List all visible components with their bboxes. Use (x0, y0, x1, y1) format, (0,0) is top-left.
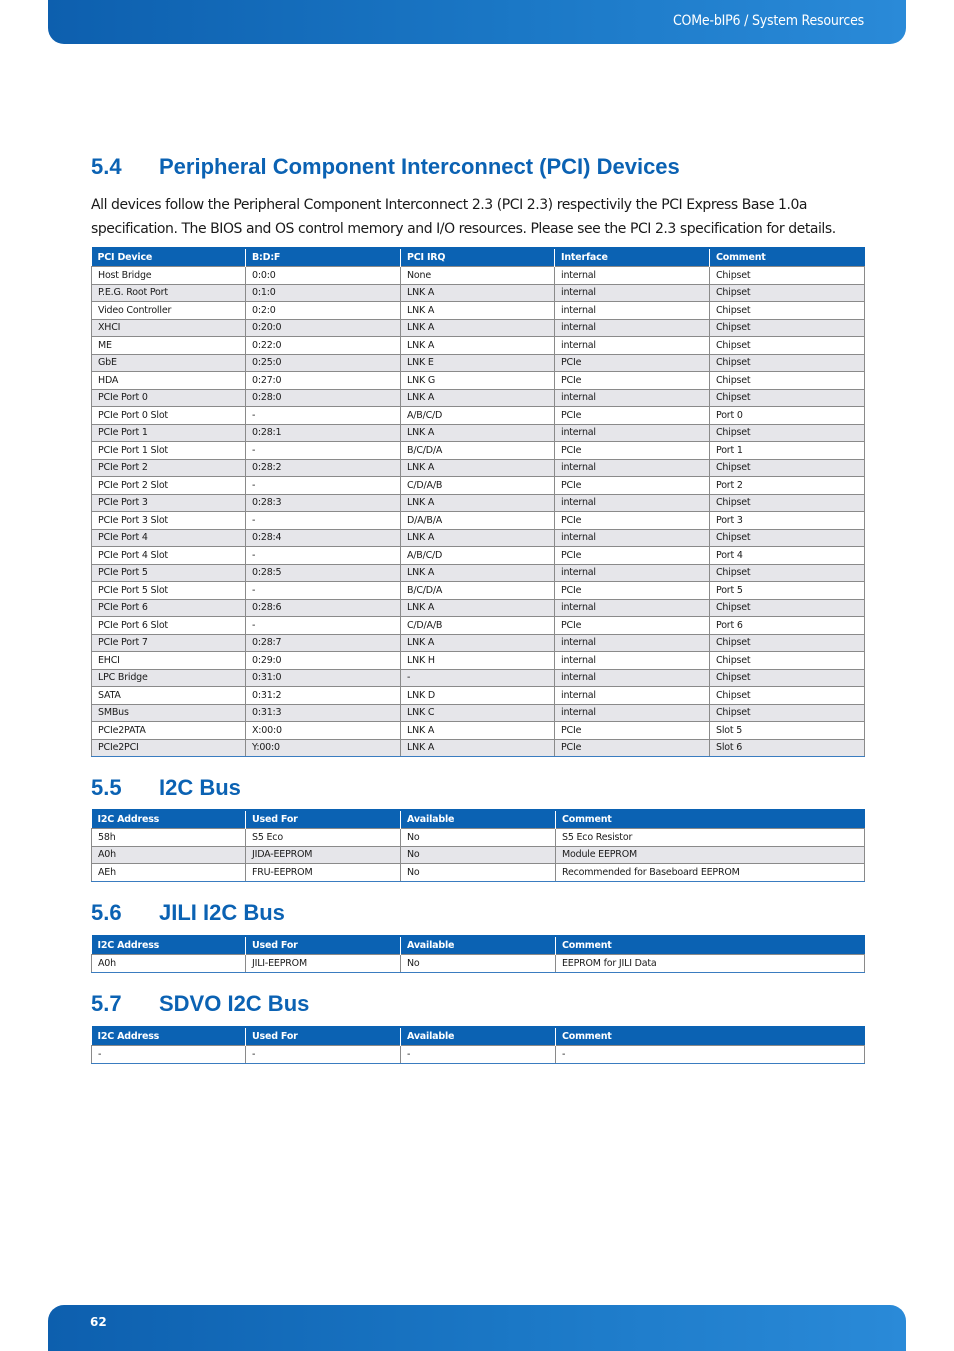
table-cell: PCIe2PCI (92, 739, 246, 757)
table-cell: - (401, 1046, 556, 1064)
table-cell: PCIe (555, 617, 710, 635)
table-cell: internal (555, 494, 710, 512)
table-cell: PCIe Port 1 Slot (92, 442, 246, 460)
table-cell: PCIe (555, 442, 710, 460)
table-row (92, 669, 865, 687)
table-cell: Chipset (710, 704, 865, 722)
table-cell: 0:25:0 (246, 354, 401, 372)
table-row (92, 652, 865, 670)
table-cell: LNK A (401, 599, 555, 617)
table-cell: LNK A (401, 284, 555, 302)
table-cell: 0:31:2 (246, 687, 401, 705)
table-cell: XHCI (92, 319, 246, 337)
table-cell: internal (555, 424, 710, 442)
table-cell: PCIe Port 5 (92, 564, 246, 582)
table-row (92, 477, 865, 495)
table-cell: Chipset (710, 389, 865, 407)
table-cell: Chipset (710, 459, 865, 477)
column-header: I2C Address (92, 1027, 246, 1046)
table-cell: - (246, 442, 401, 460)
table-cell: PCIe (555, 722, 710, 740)
table-cell: Chipset (710, 354, 865, 372)
section-heading-i2c (91, 775, 241, 801)
table-cell: PCIe (555, 477, 710, 495)
i2c-bus-table (91, 809, 865, 882)
table-cell: A/B/C/D (401, 547, 555, 565)
table-cell: Chipset (710, 599, 865, 617)
table-cell: internal (555, 652, 710, 670)
table-cell: PCIe (555, 739, 710, 757)
table-cell: PCIe (555, 512, 710, 530)
table-row (92, 372, 865, 390)
table-cell: Chipset (710, 564, 865, 582)
table-cell: 0:28:7 (246, 634, 401, 652)
table-row (92, 494, 865, 512)
table-row (92, 302, 865, 320)
table-cell: internal (555, 337, 710, 355)
table-cell: internal (555, 564, 710, 582)
table-row (92, 512, 865, 530)
section-number: 5.6 (91, 900, 122, 925)
section-title: SDVO I2C Bus (159, 991, 310, 1016)
table-cell: 0:20:0 (246, 319, 401, 337)
table-cell: X:00:0 (246, 722, 401, 740)
table-row (92, 389, 865, 407)
table-cell: P.E.G. Root Port (92, 284, 246, 302)
table-cell: - (246, 512, 401, 530)
table-cell: 0:2:0 (246, 302, 401, 320)
column-header: Available (401, 1027, 556, 1046)
table-row (92, 864, 865, 882)
header-banner (48, 0, 906, 44)
table-cell: internal (555, 302, 710, 320)
table-row (92, 354, 865, 372)
table-cell: C/D/A/B (401, 617, 555, 635)
table-cell: FRU-EEPROM (246, 864, 401, 882)
section-number: 5.4 (91, 154, 122, 179)
table-cell: JIDA-EEPROM (246, 846, 401, 864)
table-cell: PCIe (555, 354, 710, 372)
table-cell: JILI-EEPROM (246, 955, 401, 973)
table-row (92, 442, 865, 460)
table-cell: D/A/B/A (401, 512, 555, 530)
table-cell: No (401, 829, 556, 847)
table-cell: Chipset (710, 652, 865, 670)
table-cell: Port 0 (710, 407, 865, 425)
column-header: Comment (556, 810, 865, 829)
table-cell: SATA (92, 687, 246, 705)
page-number: 62 (90, 1315, 107, 1329)
section-title: I2C Bus (159, 775, 241, 800)
table-cell: Port 4 (710, 547, 865, 565)
table-cell: internal (555, 389, 710, 407)
table-row (92, 1046, 865, 1064)
table-cell: PCIe Port 6 Slot (92, 617, 246, 635)
table-cell: LNK D (401, 687, 555, 705)
table-cell: LNK A (401, 424, 555, 442)
table-row (92, 739, 865, 757)
table-header-row (92, 1027, 865, 1046)
table-cell: LNK A (401, 564, 555, 582)
column-header: PCI Device (92, 248, 246, 267)
table-cell: LNK A (401, 337, 555, 355)
table-cell: 0:28:5 (246, 564, 401, 582)
table-cell: PCIe2PATA (92, 722, 246, 740)
table-cell: PCIe Port 0 (92, 389, 246, 407)
table-row (92, 284, 865, 302)
column-header: Used For (246, 1027, 401, 1046)
table-row (92, 319, 865, 337)
table-cell: internal (555, 669, 710, 687)
table-cell: LNK A (401, 494, 555, 512)
table-row (92, 829, 865, 847)
table-cell: internal (555, 529, 710, 547)
table-cell: None (401, 267, 555, 285)
table-cell: Chipset (710, 302, 865, 320)
table-cell: A0h (92, 955, 246, 973)
table-cell: PCIe Port 3 (92, 494, 246, 512)
table-cell: No (401, 846, 556, 864)
table-cell: LNK A (401, 722, 555, 740)
column-header: PCI IRQ (401, 248, 555, 267)
table-cell: - (401, 669, 555, 687)
table-cell: LNK A (401, 739, 555, 757)
table-cell: internal (555, 459, 710, 477)
column-header: Used For (246, 936, 401, 955)
table-cell: B/C/D/A (401, 582, 555, 600)
table-cell: Chipset (710, 529, 865, 547)
table-cell: LNK H (401, 652, 555, 670)
table-cell: Port 2 (710, 477, 865, 495)
table-cell: Y:00:0 (246, 739, 401, 757)
table-row (92, 599, 865, 617)
table-cell: 0:28:3 (246, 494, 401, 512)
jili-i2c-table (91, 935, 865, 973)
table-cell: Port 1 (710, 442, 865, 460)
table-cell: PCIe Port 2 Slot (92, 477, 246, 495)
table-cell: internal (555, 687, 710, 705)
table-cell: Slot 6 (710, 739, 865, 757)
table-row (92, 529, 865, 547)
table-cell: PCIe (555, 372, 710, 390)
table-cell: internal (555, 704, 710, 722)
table-cell: internal (555, 634, 710, 652)
table-cell: Chipset (710, 669, 865, 687)
section-heading-pci (91, 154, 680, 180)
column-header: Comment (710, 248, 865, 267)
table-cell: PCIe Port 2 (92, 459, 246, 477)
table-cell: 0:28:4 (246, 529, 401, 547)
table-cell: 0:28:0 (246, 389, 401, 407)
table-cell: LNK A (401, 634, 555, 652)
table-cell: Recommended for Baseboard EEPROM (556, 864, 865, 882)
table-cell: Slot 5 (710, 722, 865, 740)
table-cell: - (92, 1046, 246, 1064)
table-cell: Chipset (710, 284, 865, 302)
table-cell: PCIe Port 3 Slot (92, 512, 246, 530)
table-cell: PCIe Port 4 Slot (92, 547, 246, 565)
table-cell: Host Bridge (92, 267, 246, 285)
column-header: Available (401, 936, 556, 955)
table-cell: internal (555, 319, 710, 337)
table-cell: LNK A (401, 319, 555, 337)
table-cell: 58h (92, 829, 246, 847)
table-cell: PCIe Port 0 Slot (92, 407, 246, 425)
table-row (92, 687, 865, 705)
pci-devices-table (91, 247, 865, 757)
table-row (92, 337, 865, 355)
table-cell: Module EEPROM (556, 846, 865, 864)
table-cell: - (246, 407, 401, 425)
table-row (92, 459, 865, 477)
table-cell: S5 Eco (246, 829, 401, 847)
table-cell: 0:28:6 (246, 599, 401, 617)
table-cell: A0h (92, 846, 246, 864)
table-cell: 0:22:0 (246, 337, 401, 355)
table-cell: Port 6 (710, 617, 865, 635)
table-cell: LNK A (401, 302, 555, 320)
table-row (92, 617, 865, 635)
table-cell: - (246, 617, 401, 635)
table-cell: - (246, 547, 401, 565)
sdvo-i2c-table (91, 1026, 865, 1064)
table-cell: PCIe Port 6 (92, 599, 246, 617)
table-cell: PCIe Port 7 (92, 634, 246, 652)
table-cell: - (246, 477, 401, 495)
table-cell: ME (92, 337, 246, 355)
table-cell: A/B/C/D (401, 407, 555, 425)
table-row (92, 582, 865, 600)
table-row (92, 407, 865, 425)
table-cell: AEh (92, 864, 246, 882)
table-cell: PCIe Port 1 (92, 424, 246, 442)
table-cell: LNK C (401, 704, 555, 722)
table-cell: Chipset (710, 319, 865, 337)
table-cell: PCIe Port 5 Slot (92, 582, 246, 600)
table-cell: LNK A (401, 459, 555, 477)
table-cell: Chipset (710, 337, 865, 355)
section-title: JILI I2C Bus (159, 900, 285, 925)
column-header: I2C Address (92, 810, 246, 829)
section-heading-jili (91, 900, 285, 926)
table-cell: 0:0:0 (246, 267, 401, 285)
section-title: Peripheral Component Interconnect (PCI) Devices (159, 154, 680, 179)
table-cell: LNK E (401, 354, 555, 372)
footer-banner (48, 1305, 906, 1351)
table-cell: Video Controller (92, 302, 246, 320)
table-cell: EEPROM for JILI Data (556, 955, 865, 973)
table-header-row (92, 936, 865, 955)
table-cell: 0:28:2 (246, 459, 401, 477)
table-row (92, 955, 865, 973)
table-cell: LNK G (401, 372, 555, 390)
table-cell: Chipset (710, 424, 865, 442)
table-cell: PCIe (555, 582, 710, 600)
table-cell: LPC Bridge (92, 669, 246, 687)
table-cell: EHCI (92, 652, 246, 670)
table-row (92, 267, 865, 285)
table-cell: PCIe Port 4 (92, 529, 246, 547)
table-cell: HDA (92, 372, 246, 390)
table-cell: C/D/A/B (401, 477, 555, 495)
table-cell: Chipset (710, 267, 865, 285)
table-cell: internal (555, 599, 710, 617)
table-row (92, 564, 865, 582)
table-cell: - (246, 582, 401, 600)
table-row (92, 547, 865, 565)
column-header: B:D:F (246, 248, 401, 267)
intro-paragraph: All devices follow the Peripheral Component Interconnect 2.3 (PCI 2.3) respectivily the PCI Express Base 1.0a specification. The BIOS and OS control memory and I/O resources. Please see the PCI 2.3 specification for details. (91, 197, 836, 237)
table-cell: PCIe (555, 407, 710, 425)
table-cell: B/C/D/A (401, 442, 555, 460)
table-cell: 0:1:0 (246, 284, 401, 302)
table-cell: internal (555, 267, 710, 285)
table-cell: 0:28:1 (246, 424, 401, 442)
table-cell: Chipset (710, 687, 865, 705)
table-cell: 0:27:0 (246, 372, 401, 390)
table-cell: Chipset (710, 634, 865, 652)
column-header: Available (401, 810, 556, 829)
column-header: Used For (246, 810, 401, 829)
table-cell: No (401, 955, 556, 973)
table-cell: 0:29:0 (246, 652, 401, 670)
table-cell: Chipset (710, 372, 865, 390)
table-row (92, 634, 865, 652)
table-row (92, 722, 865, 740)
table-cell: No (401, 864, 556, 882)
document-title: COMe-bIP6 / System Resources (672, 13, 864, 29)
table-cell: 0:31:3 (246, 704, 401, 722)
column-header: I2C Address (92, 936, 246, 955)
table-header-row (92, 248, 865, 267)
column-header: Interface (555, 248, 710, 267)
section-number: 5.5 (91, 775, 122, 800)
table-row (92, 846, 865, 864)
table-cell: S5 Eco Resistor (556, 829, 865, 847)
section-heading-sdvo (91, 991, 309, 1017)
table-cell: - (246, 1046, 401, 1064)
table-cell: Port 5 (710, 582, 865, 600)
table-cell: internal (555, 284, 710, 302)
table-cell: SMBus (92, 704, 246, 722)
table-cell: Chipset (710, 494, 865, 512)
table-header-row (92, 810, 865, 829)
table-cell: GbE (92, 354, 246, 372)
table-cell: LNK A (401, 529, 555, 547)
table-cell: - (556, 1046, 865, 1064)
table-cell: PCIe (555, 547, 710, 565)
table-row (92, 704, 865, 722)
table-cell: Port 3 (710, 512, 865, 530)
column-header: Comment (556, 1027, 865, 1046)
column-header: Comment (556, 936, 865, 955)
table-row (92, 424, 865, 442)
table-cell: LNK A (401, 389, 555, 407)
section-number: 5.7 (91, 991, 122, 1016)
table-cell: 0:31:0 (246, 669, 401, 687)
